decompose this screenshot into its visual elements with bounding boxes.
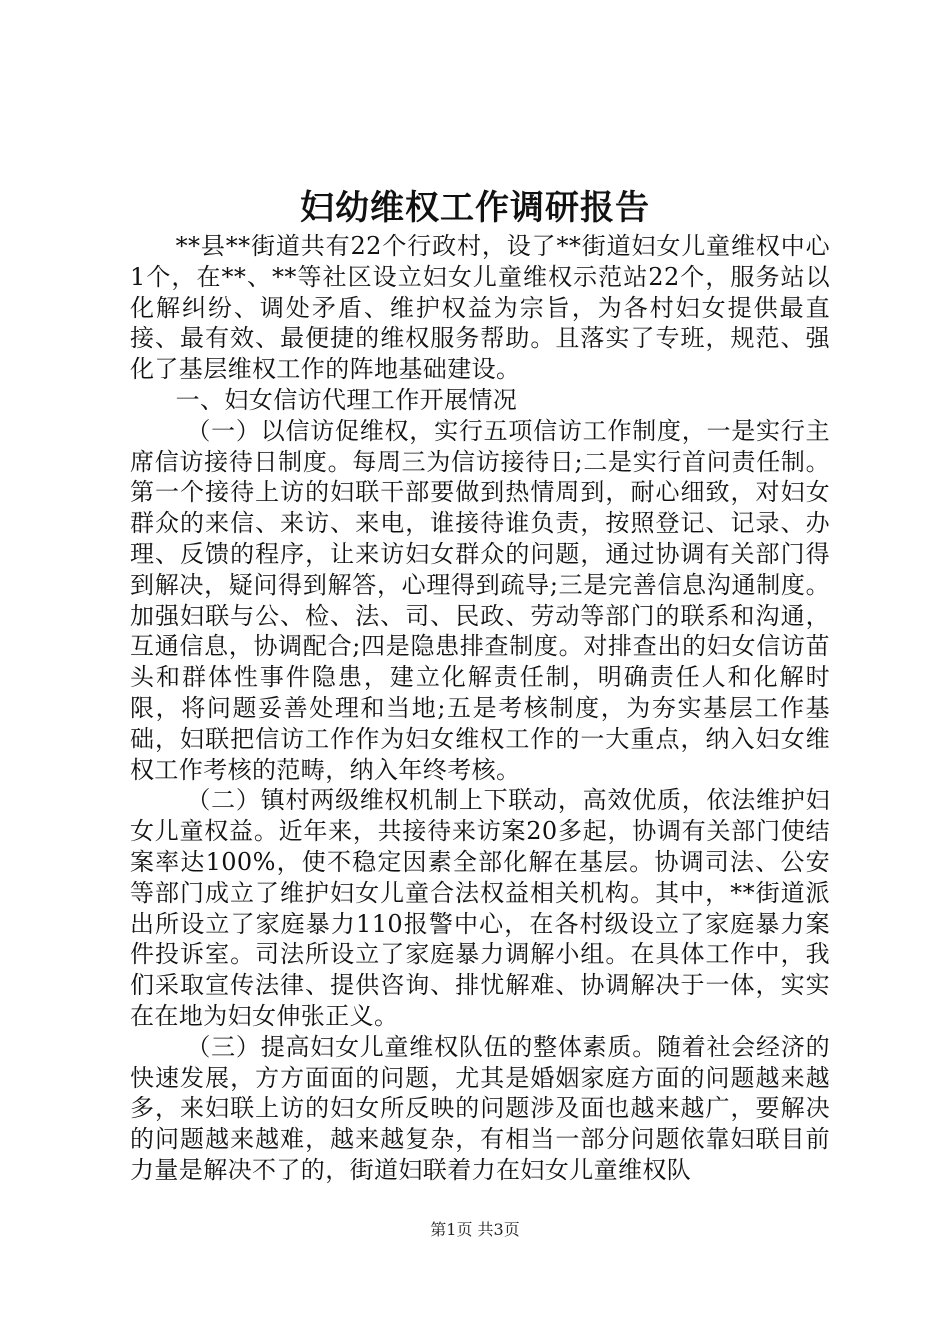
document-title: 妇幼维权工作调研报告 [300,188,650,228]
section-heading-1: 一、妇女信访代理工作开展情况 [175,385,518,414]
paragraph-subsection-2: （二）镇村两级维权机制上下联动，高效优质，依法维护妇女儿童权益。近年来，共接待来访案20多起，协调有关部门使结案率达100%，使不稳定因素全部化解在基层。协调司法、公安等部门成立了维护妇女儿童合法权益相关机构。其中，**街道派出所设立了家庭暴力110报警中心，在各村级设立了家庭暴力案件投诉室。司法所设立了家庭暴力调解小组。在具体工作中，我们采取宣传法律、提供咨询、排忧解难、协调解决于一体，实实在在地为妇女伸张正义。 [130,786,830,1030]
document-body [130,231,830,1186]
paragraph-subsection-3: （三）提高妇女儿童维权队伍的整体素质。随着社会经济的快速发展，方方面面的问题，尤其是婚姻家庭方面的问题越来越多，来妇联上访的妇女所反映的问题涉及面也越来越广，要解决的问题越来越难，越来越复杂，有相当一部分问题依靠妇联目前力量是解决不了的，街道妇联着力在妇女儿童维权队 [130,1032,830,1184]
paragraph-intro: **县**街道共有22个行政村，设了**街道妇女儿童维权中心1个，在**、**等社区设立妇女儿童维权示范站22个，服务站以化解纠纷、调处矛盾、维护权益为宗旨，为各村妇女提供最直接、最有效、最便捷的维权服务帮助。且落实了专班，规范、强化了基层维权工作的阵地基础建设。 [130,232,830,384]
page-indicator: 第1页 共3页 [430,1220,520,1239]
paragraph-subsection-1: （一）以信访促维权，实行五项信访工作制度，一是实行主席信访接待日制度。每周三为信访接待日;二是实行首问责任制。第一个接待上访的妇联干部要做到热情周到，耐心细致，对妇女群众的来信、来访、来电，谁接待谁负责，按照登记、记录、办理、反馈的程序，让来访妇女群众的问题，通过协调有关部门得到解决，疑问得到解答，心理得到疏导;三是完善信息沟通制度。加强妇联与公、检、法、司、民政、劳动等部门的联系和沟通，互通信息，协调配合;四是隐患排查制度。对排查出的妇女信访苗头和群体性事件隐患，建立化解责任制，明确责任人和化解时限，将问题妥善处理和当地;五是考核制度，为夯实基层工作基础，妇联把信访工作作为妇女维权工作的一大重点，纳入妇女维权工作考核的范畴，纳入年终考核。 [130,416,830,784]
